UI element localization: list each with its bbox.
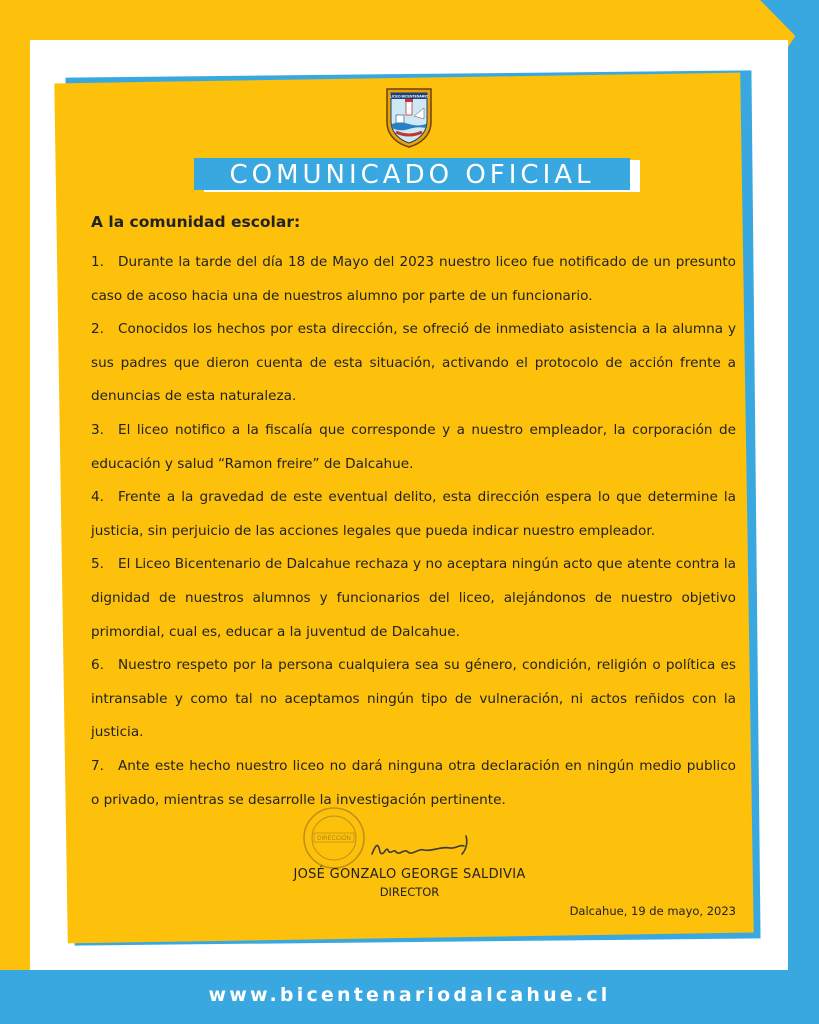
page-title: COMUNICADO OFICIAL (229, 160, 595, 190)
paragraph-number: 5. (91, 556, 104, 573)
paragraph-text: El Liceo Bicentenario de Dalcahue rechaza y no aceptara ningún acto que atente contra la dignidad de nuestros alumnos y funcionarios del liceo, alejándonos de nuestro objetivo primordial, cual es, educar a la juventud de Dalcahue. (91, 556, 736, 640)
paragraph (91, 649, 736, 750)
svg-text:DIRECCIÓN: DIRECCIÓN (317, 836, 351, 842)
letter-body (91, 246, 736, 817)
signature-and-stamp (300, 806, 500, 870)
paragraph (91, 481, 736, 548)
handwritten-signature (372, 836, 467, 854)
paragraph-number: 6. (91, 657, 104, 674)
letter-date: Dalcahue, 19 de mayo, 2023 (569, 904, 736, 918)
title-banner (194, 158, 640, 192)
website-url[interactable]: www.bicentenariodalcahue.cl (208, 984, 611, 1006)
paragraph-text: Nuestro respeto por la persona cualquiera sea su género, condición, religión o política es intransable y como tal no aceptamos ningún tipo de vulneración, ni actos reñidos con la justicia. (91, 657, 736, 741)
paragraph-text: Ante este hecho nuestro liceo no dará ninguna otra declaración en ningún medio publico o privado, mientras se desarrolle la investigación pertinente. (91, 757, 736, 808)
paragraph-number: 7. (91, 757, 104, 774)
paragraph-number: 3. (91, 421, 104, 438)
school-crest-logo (384, 86, 434, 148)
paragraph (91, 414, 736, 481)
paragraph-text: Conocidos los hechos por esta dirección, se ofreció de inmediato asistencia a la alumna y sus padres que dieron cuenta de esta situación, activando el protocolo de acción frente a denuncias de esta naturaleza. (91, 321, 736, 405)
paragraph (91, 313, 736, 414)
paragraph-text: El liceo notifico a la fiscalía que corresponde y a nuestro empleador, la corporación de educación y salud “Ramon freire” de Dalcahue. (91, 421, 736, 472)
paragraph-text: Durante la tarde del día 18 de Mayo del 2023 nuestro liceo fue notificado de un presunto caso de acoso hacia una de nuestros alumno por parte de un funcionario. (91, 254, 736, 304)
paragraph (91, 246, 736, 313)
signatory-role: DIRECTOR (379, 885, 440, 899)
salutation: A la comunidad escolar: (91, 213, 301, 231)
paragraph-number: 1. (91, 254, 104, 270)
signatory-name: JOSÉ GONZALO GEORGE SALDIVIA (293, 867, 526, 882)
paragraph-number: 4. (91, 489, 104, 506)
official-stamp (304, 808, 364, 868)
paragraph-number: 2. (91, 321, 104, 338)
paragraph-text: Frente a la gravedad de este eventual delito, esta dirección espera lo que determine la justicia, sin perjuicio de las acciones legales que pueda indicar nuestro empleador. (91, 489, 736, 539)
svg-text:LICEO BICENTENARIO: LICEO BICENTENARIO (389, 94, 429, 99)
paragraph (91, 548, 736, 649)
